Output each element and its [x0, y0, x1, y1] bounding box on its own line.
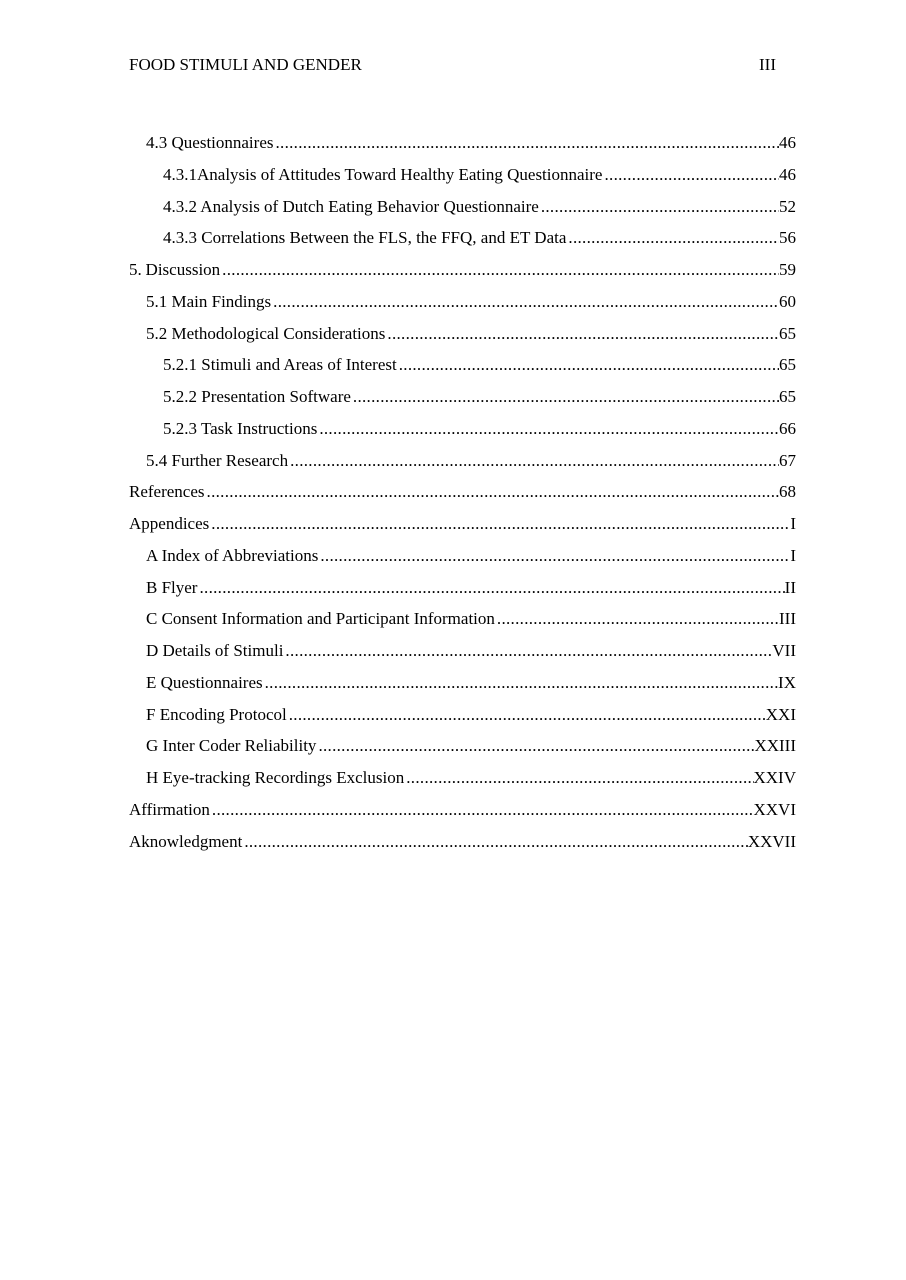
- toc-title: B Flyer: [146, 577, 198, 597]
- toc-leader-dots: [602, 163, 779, 187]
- toc-title: 5.2.2 Presentation Software: [163, 387, 351, 406]
- toc-title: F Encoding Protocol: [146, 704, 287, 724]
- toc-title: E Questionnaires: [146, 672, 263, 692]
- toc-leader-dots: [385, 322, 779, 346]
- toc-title: 4.3.2 Analysis of Dutch Eating Behavior Questionnaire: [163, 196, 539, 216]
- toc-title: 5.2.3 Task Instructions: [163, 418, 318, 438]
- toc-entry-5-1[interactable]: [129, 290, 796, 322]
- toc-title: 4.3.3 Correlations Between the FLS, the FFQ, and ET Data: [163, 228, 567, 248]
- toc-page: III: [779, 609, 796, 629]
- toc-page: I: [790, 545, 796, 565]
- toc-entry-appendix-g[interactable]: [129, 734, 796, 766]
- toc-page: VII: [772, 641, 796, 660]
- toc-entry-appendix-e[interactable]: [129, 671, 796, 703]
- toc-leader-dots: [273, 131, 779, 155]
- toc-title: G Inter Coder Reliability: [146, 736, 317, 756]
- toc-leader-dots: [220, 258, 779, 282]
- toc-page: IX: [778, 672, 796, 692]
- toc-entry-references[interactable]: [129, 480, 796, 512]
- toc-leader-dots: [316, 734, 754, 758]
- toc-entry-appendix-a[interactable]: [129, 544, 796, 576]
- table-of-contents: [129, 131, 796, 861]
- toc-title: Affirmation: [129, 799, 210, 819]
- toc-page: XXIV: [753, 768, 796, 787]
- toc-page: 68: [779, 482, 796, 502]
- toc-leader-dots: [287, 703, 766, 727]
- toc-entry-5-2-1[interactable]: [129, 353, 796, 385]
- toc-title: 5.2 Methodological Considerations: [146, 323, 386, 343]
- toc-leader-dots: [404, 766, 753, 790]
- toc-page: I: [790, 514, 796, 533]
- toc-page: 52: [779, 196, 796, 216]
- toc-page: 59: [779, 260, 796, 279]
- toc-title: Discussion: [145, 260, 221, 279]
- toc-leader-dots: [210, 798, 754, 822]
- toc-leader-dots: [539, 195, 779, 219]
- toc-leader-dots: [288, 449, 779, 473]
- toc-entry-4-3-3[interactable]: [129, 226, 796, 258]
- toc-number: 5.: [129, 260, 142, 279]
- toc-page: XXI: [765, 704, 796, 724]
- toc-leader-dots: [263, 671, 778, 695]
- toc-page: II: [784, 577, 796, 597]
- toc-entry-5-2[interactable]: [129, 322, 796, 354]
- toc-entry-appendices[interactable]: [129, 512, 796, 544]
- toc-entry-5[interactable]: [129, 258, 796, 290]
- toc-leader-dots: [318, 544, 790, 568]
- toc-entry-appendix-b[interactable]: [129, 576, 796, 608]
- toc-entry-5-2-2[interactable]: [129, 385, 796, 417]
- toc-title: 5.4 Further Research: [146, 450, 289, 470]
- toc-title: Appendices: [129, 514, 210, 533]
- toc-page: 65: [779, 355, 796, 375]
- toc-entry-affirmation[interactable]: [129, 798, 796, 830]
- toc-number: 4.3.1: [163, 164, 197, 184]
- toc-title: 5.1 Main Findings: [146, 291, 272, 311]
- toc-entry-4-3[interactable]: [129, 131, 796, 163]
- toc-entry-5-4[interactable]: [129, 449, 796, 481]
- toc-leader-dots: [283, 639, 772, 663]
- toc-leader-dots: [495, 607, 779, 631]
- toc-leader-dots: [205, 480, 779, 504]
- toc-page: 46: [779, 164, 796, 184]
- toc-page: XXVI: [753, 799, 796, 819]
- toc-entry-appendix-c[interactable]: [129, 607, 796, 639]
- toc-leader-dots: [197, 576, 784, 600]
- toc-entry-4-3-2[interactable]: [129, 195, 796, 227]
- toc-page: 46: [779, 133, 796, 152]
- page-number: III: [759, 55, 776, 74]
- toc-page: 60: [779, 291, 796, 311]
- page-header: [129, 54, 776, 76]
- toc-title: H Eye-tracking Recordings Exclusion: [146, 768, 405, 787]
- toc-page: XXIII: [754, 736, 796, 756]
- toc-page: 65: [779, 323, 796, 343]
- toc-leader-dots: [271, 290, 779, 314]
- toc-leader-dots: [566, 226, 779, 250]
- toc-entry-appendix-d[interactable]: [129, 639, 796, 671]
- toc-title: 4.3 Questionnaires: [146, 133, 274, 152]
- toc-entry-4-3-1[interactable]: [129, 163, 796, 195]
- toc-title: D Details of Stimuli: [146, 641, 284, 660]
- toc-entry-appendix-h[interactable]: [129, 766, 796, 798]
- toc-entry-appendix-f[interactable]: [129, 703, 796, 735]
- toc-entry-aknowledgment[interactable]: [129, 830, 796, 862]
- toc-leader-dots: [317, 417, 779, 441]
- toc-leader-dots: [209, 512, 790, 536]
- toc-page: 66: [779, 418, 796, 438]
- toc-entry-5-2-3[interactable]: [129, 417, 796, 449]
- toc-title: Aknowledgment: [129, 831, 243, 851]
- toc-page: 65: [779, 387, 796, 406]
- toc-leader-dots: [242, 830, 748, 854]
- toc-page: XXVII: [747, 831, 796, 851]
- toc-page: 56: [779, 228, 796, 248]
- toc-title: C Consent Information and Participant Information: [146, 609, 495, 629]
- toc-leader-dots: [351, 385, 779, 409]
- toc-title: A Index of Abbreviations: [146, 545, 319, 565]
- toc-page: 67: [779, 450, 796, 470]
- toc-title: Analysis of Attitudes Toward Healthy Eating Questionnaire: [197, 164, 603, 184]
- toc-title: References: [129, 482, 205, 502]
- running-title: FOOD STIMULI AND GENDER: [129, 55, 362, 74]
- toc-leader-dots: [397, 353, 779, 377]
- toc-title: 5.2.1 Stimuli and Areas of Interest: [163, 355, 397, 375]
